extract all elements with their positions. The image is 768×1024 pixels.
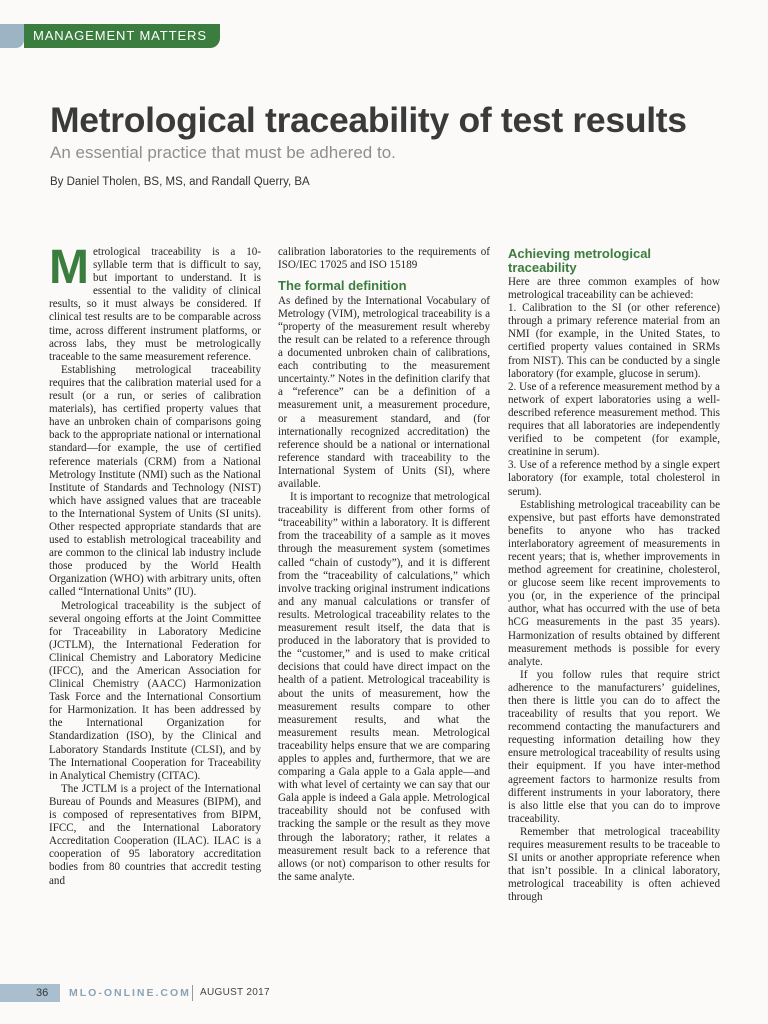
paragraph: Metrological traceability is the subject of several ongoing efforts at the Joint Committee for Traceability in Laboratory Medicine (JCTLM), the International Federation for Clinical Chemistry and Laboratory Medicine (IFCC), and the American Association for Clinical Chemistry (AACC) Harmonization Task Force and the International Consortium for Harmonization. It has been addressed by the International Organization for Standardization (ISO), by the Clinical and Laboratory Standards Institute (CLSI), and by The International Cooperation for Traceability in Analytical Chemistry (CITAC).: [49, 599, 261, 782]
article-column-1: [49, 246, 261, 978]
paragraph: Remember that metrological traceability requires measurement results to be traceable to SI units or another appropriate reference when that isn’t possible. In a clinical laboratory, metrological traceability is often achieved through: [508, 825, 720, 904]
paragraph: As defined by the International Vocabulary of Metrology (VIM), metrological traceability is a “property of the measurement result whereby the result can be related to a reference through a documented unbroken chain of calibrations, each contributing to the measurement uncertainty.” Notes in the definition clarify that a “reference” can be a definition of a measurement unit, a measurement procedure, or a measurement standard, and (for internationally recognized accreditation) the reference should be a national or international reference standard with traceability to the International System of Units (SI), where available.: [278, 294, 490, 490]
article-byline: By Daniel Tholen, BS, MS, and Randall Querry, BA: [50, 176, 310, 188]
list-item: 3. Use of a reference method by a single expert laboratory (for example, total cholesterol in serum).: [508, 459, 720, 498]
issue-date: AUGUST 2017: [200, 987, 270, 998]
article-column-2: [278, 246, 490, 978]
list-item: 1. Calibration to the SI (or other reference) through a primary reference material from an NMI (for example, in the United States, to certified property values contained in SRMs from NIST). This can be conducted by a single laboratory (for example, glucose in serum).: [508, 302, 720, 380]
paragraph: Here are three common examples of how metrological traceability can be achieved:: [508, 276, 720, 302]
drop-cap: M: [49, 246, 89, 294]
list-item: 2. Use of a reference measurement method by a network of expert laboratories using a well-described reference measurement method. This requires that all laboratories are independently verified to be competent (for example, creatinine in serum).: [508, 380, 720, 459]
intro-text: etrological traceability is a 10-syllable term that is difficult to say, but important to understand. It is essential to the validity of clinical results, so it must always be considered. If clinical test results are to be comparable across time, across different instrument platforms, or across labs, they must be metrologically traceable to the same measurement reference.: [49, 246, 261, 363]
paragraph: The JCTLM is a project of the International Bureau of Pounds and Measures (BIPM), and is composed of representatives from BIPM, IFCC, and the International Laboratory Accreditation Cooperation (ILAC). ILAC is a cooperation of 95 laboratory accreditation bodies from 80 countries that accredit testing and: [49, 782, 261, 887]
intro-paragraph: [49, 246, 261, 364]
paragraph: Establishing metrological traceability requires that the calibration material used for a result (or a run, or series of calibration materials), has certified property values that have an unbroken chain of comparisons going back to the appropriate national or international standard—for example, the use of certified reference materials (CRM) from a National Metrology Institute (NMI) such as the National Institute of Standards and Technology (NIST) which have assigned values that are traceable to the International System of Units (SI units). Other respected appropriate standards that are used to establish metrological traceability and are common to the clinical lab industry include those produced by the World Health Organization (WHO) with arbitrary units, often called “International Units” (IU).: [49, 363, 261, 599]
paragraph: If you follow rules that require strict adherence to the manufacturers’ guidelines, then there is little you can do to affect the traceability of results that you report. We recommend contacting the manufacturers and requesting information detailing how they ensure metrological traceability of results using their equipment. If you have inter-method agreement factors to harmonize results from different instruments in your laboratory, there is also little else that you can do to improve traceability.: [508, 668, 720, 825]
section-heading-achieving-traceability: Achieving metrological traceability: [508, 246, 652, 275]
site-link[interactable]: MLO-ONLINE.COM: [69, 987, 191, 999]
article-column-3: [508, 246, 720, 978]
article-subtitle: An essential practice that must be adhered to.: [50, 143, 396, 162]
paragraph: Establishing metrological traceability can be expensive, but past efforts have demonstrated benefits to anyone who has tracked interlaboratory agreement of measurements in recent years; that is, whether improvements in method agreement for creatinine, cholesterol, or glucose seem like recent improvements to you (or, in the experience of the principal author, what has occurred with the use of beta hCG measurements in the past 35 years). Harmonization of results obtained by different measurement methods is possible for every analyte.: [508, 498, 720, 668]
page-footer: [0, 984, 290, 1002]
footer-divider: [192, 985, 193, 1001]
paragraph: It is important to recognize that metrological traceability is different from other forms of “traceability” within a laboratory. It is different from the traceability of a sample as it moves through the measurement system (sometimes called “chain of custody”), and it is different from the “traceability of calculations,” which involve tracking original instrument indications and any manual calculations or transfer of results. Metrological traceability relates to the measurement result itself, the data that is produced in the laboratory that is provided to the “customer,” and is used to make critical decisions that could have direct impact on the health of a patient. Metrological traceability is about the units of measurement, how the measurement results compare to other measurement results, and what the measurement results mean. Metrological traceability helps ensure that we are comparing apples to apples and, furthermore, that we are comparing a Gala apple to a Gala apple—and with what level of certainty we can say that our Gala apple is indeed a Gala apple. Metrological traceability should not be confused with tracking the sample or the result as they move through the laboratory; rather, it relates a measurement result back to a reference that allows (or not) comparison to other results for the same analyte.: [278, 491, 490, 883]
section-heading-formal-definition: The formal definition: [278, 278, 407, 294]
page-corner-tab: [0, 24, 24, 48]
page-number: 36: [0, 984, 60, 1002]
article-title: Metrological traceability of test results: [50, 100, 687, 140]
paragraph: calibration laboratories to the requirements of ISO/IEC 17025 and ISO 15189: [278, 246, 490, 272]
section-banner: MANAGEMENT MATTERS: [24, 24, 220, 48]
